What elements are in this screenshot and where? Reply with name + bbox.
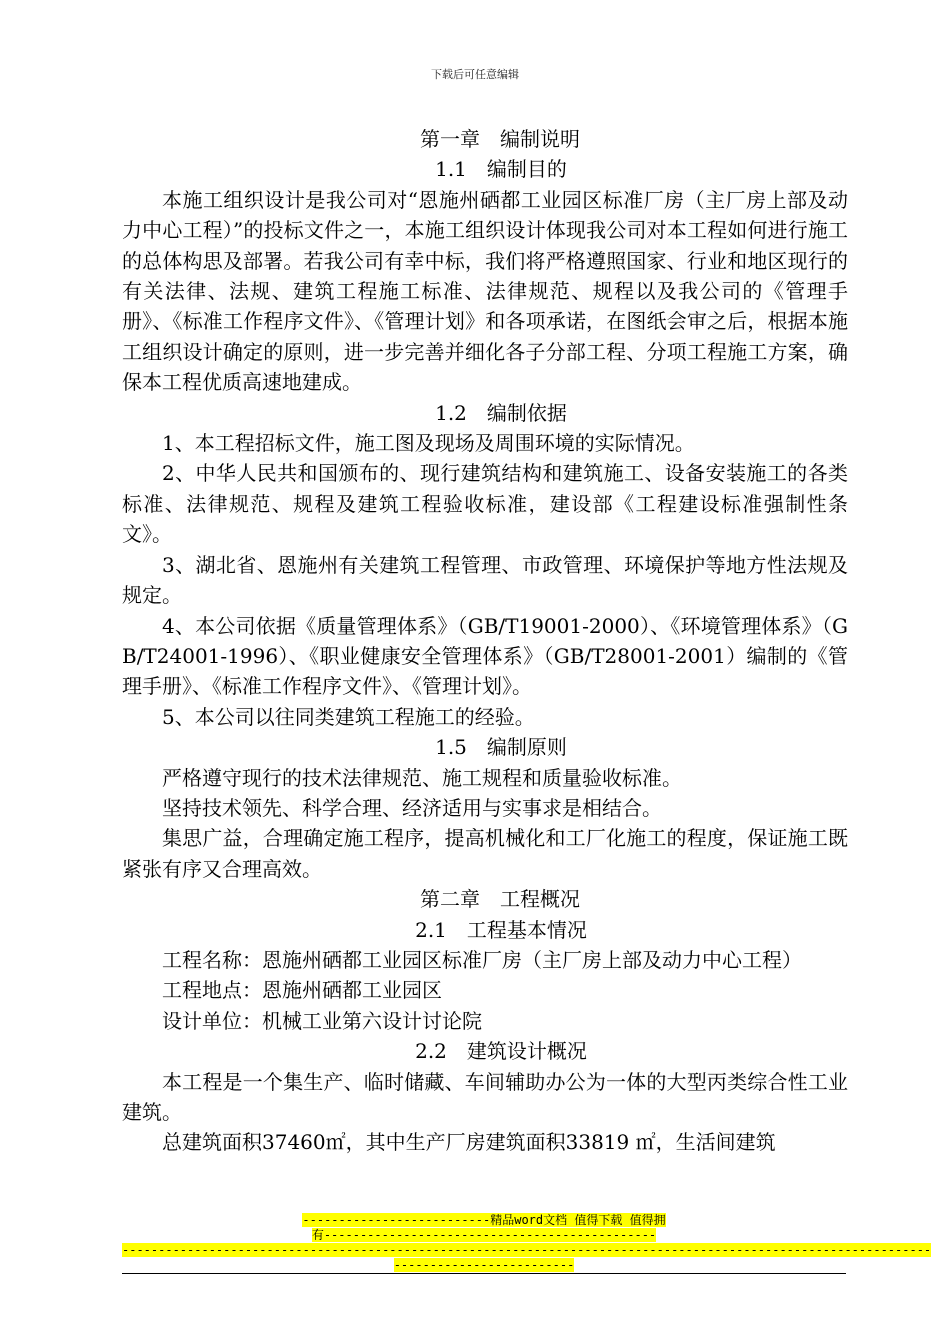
- footer-text-3: ----------------------------------------------------------------------------------------------------------------: [122, 1243, 932, 1257]
- paragraph: 2、中华人民共和国颁布的、现行建筑结构和建筑施工、设备安装施工的各类标准、法律规范、规程及建筑工程验收标准，建设部《工程建设标准强制性条文》。: [122, 461, 848, 547]
- paragraph: 本工程是一个集生产、临时储藏、车间辅助办公为一体的大型丙类综合性工业建筑。: [122, 1069, 848, 1124]
- paragraph: 3、湖北省、恩施州有关建筑工程管理、市政管理、环境保护等地方性法规及规定。: [122, 552, 848, 608]
- footer-line-3: [122, 1243, 932, 1258]
- footer-rule: [122, 1273, 846, 1274]
- paragraph: 总建筑面积37460㎡，其中生产厂房建筑面积33819 ㎡，生活间建筑: [162, 1130, 776, 1155]
- page-header: 下载后可任意编辑: [431, 68, 519, 81]
- paragraph: 设计单位：机械工业第六设计讨论院: [162, 1008, 482, 1033]
- paragraph: 工程名称：恩施州硒都工业园区标准厂房（主厂房上部及动力中心工程）: [162, 947, 802, 972]
- document-body: [122, 124, 848, 1158]
- chapter-heading: 第一章 编制说明: [420, 127, 580, 151]
- paragraph: 4、本公司依据《质量管理体系》（GB/T19001-2000）、《环境管理体系》（GB/T24001-1996）、《职业健康安全管理体系》（GB/T28001-2001）编制的《管理手册》、《标准工作程序文件》、《管理计划》。: [122, 613, 848, 699]
- footer-text-2: 有----------------------------------------------: [311, 1228, 657, 1242]
- section-heading: 1.1 编制目的: [435, 157, 567, 182]
- footer-banner: [122, 1213, 932, 1273]
- paragraph: 工程地点：恩施州硒都工业园区: [162, 978, 442, 1003]
- footer-text-4: -------------------------: [393, 1258, 575, 1272]
- paragraph: 本施工组织设计是我公司对“恩施州硒都工业园区标准厂房（主厂房上部及动力中心工程）”的投标文件之一，本施工组织设计体现我公司对本工程如何进行施工的总体构思及部署。若我公司有幸中标，我们将严格遵照国家、行业和地区现行的有关法律、法规、建筑工程施工标准、法律规范、规程以及我公司的《管理手册》、《标准工作程序文件》、《管理计划》和各项承诺，在图纸会审之后，根据本施工组织设计确定的原则，进一步完善并细化各子分部工程、分项工程施工方案，确保本工程优质高速地建成。: [122, 187, 848, 395]
- footer-text-1: --------------------------精品word文档 值得下载 值得拥: [302, 1213, 666, 1227]
- footer-line-2: [122, 1228, 846, 1243]
- section-heading: 2.2 建筑设计概况: [415, 1039, 587, 1064]
- paragraph: 5、本公司以往同类建筑工程施工的经验。: [162, 704, 535, 729]
- paragraph: 集思广益，合理确定施工程序，提高机械化和工厂化施工的程度，保证施工既紧张有序又合理高效。: [122, 826, 848, 881]
- section-heading: 1.5 编制原则: [435, 735, 567, 760]
- section-heading: 1.2 编制依据: [435, 400, 567, 425]
- paragraph: 严格遵守现行的技术法律规范、施工规程和质量验收标准。: [162, 765, 682, 790]
- footer-line-4: [122, 1258, 846, 1273]
- paragraph: 坚持技术领先、科学合理、经济适用与实事求是相结合。: [162, 795, 662, 820]
- chapter-heading: 第二章 工程概况: [420, 887, 580, 912]
- section-heading: 2.1 工程基本情况: [415, 917, 587, 942]
- paragraph: 1、本工程招标文件，施工图及现场及周围环境的实际情况。: [162, 431, 695, 456]
- footer-line-1: [122, 1213, 846, 1228]
